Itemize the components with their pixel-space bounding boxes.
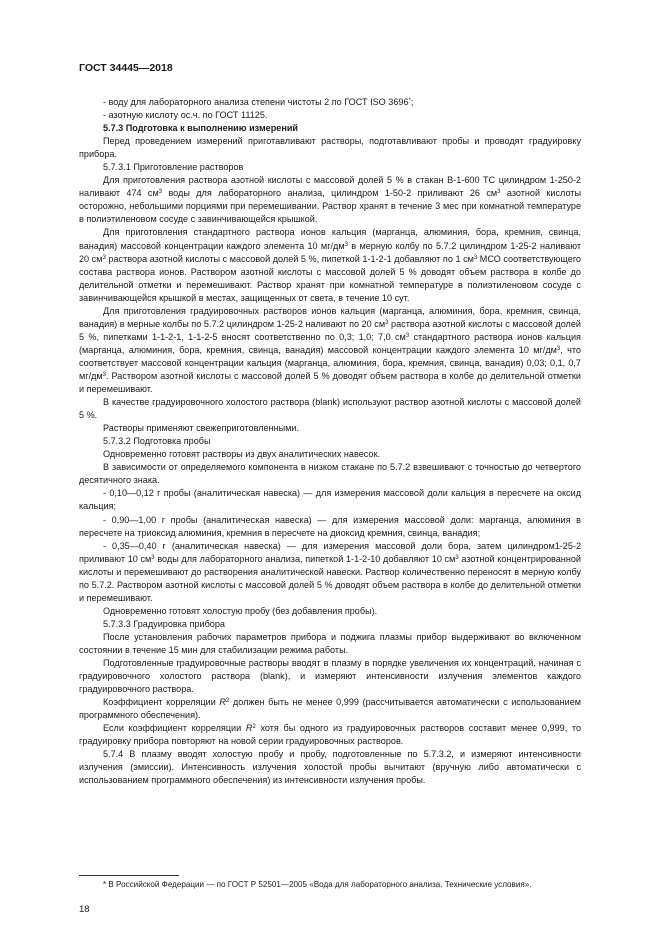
paragraph [79,135,581,161]
text-run: 5.7.3.3 Градуировка прибора [103,618,225,629]
paragraph [79,657,581,696]
text-run: раствора азотной кислоты с массовой долей 5 %, пипеткой 1-1-2-1 добавляют по 1 см [105,253,474,264]
text-run: 5.7.4 В плазму вводят холостую пробу и пробу, подготовленные по 5.7.3.2, и измеряют интенсивности излучения (эмиссии). Интенсивность излучения холостой пробы вычитают (вручную либо автоматически с использованием программного обеспечения) из интенсивности излучения пробы. [79,749,581,786]
paragraph [79,631,581,657]
paragraph [79,696,581,722]
text-run: - 0,10—0,12 г пробы (аналитическая навеска) — для измерения массовой доли кальция в пересчете на оксид кальция; [79,488,581,512]
paragraph [79,226,581,304]
paragraph [79,514,581,540]
text-run: - воду для лабораторного анализа степени чистоты 2 по ГОСТ ISO 3696 [103,97,409,107]
paragraph [79,618,581,631]
text-run: - 0,90—1,00 г пробы (аналитическая навеска) — для измерения массовой доли: марганца, алюминия в пересчете на триоксид алюминия, кремния в пересчете на диоксид кремния, свинца, ванадия; [79,514,581,538]
text-run: Одновременно готовят холостую пробу (без добавления пробы). [103,605,378,616]
text-run: хотя бы одного из градуировочных растворов составит менее 0,999, то градуировку прибора повторяют на новой серии градуировочных растворов. [79,723,581,747]
paragraph [79,305,581,396]
text-run: должен быть не менее 0,999 (рассчитывается автоматически с использованием программного обеспечения). [79,697,581,721]
text-run: . Раствором азотной кислоты с массовой долей 5 % доводят объем раствора в колбе до делительной отметки и перемешивают. [79,370,581,395]
text-run: Для приготовления раствора азотной кислоты с массовой долей 5 % в стакан В-1-600 ТС цилиндром 1-250-2 наливают 474 см [79,175,581,199]
text-run: 5.7.3 Подготовка к выполнению измерений [103,123,299,134]
text-run: Перед проведением измерений приготавливают растворы, подготавливают пробы и проводят градуировку прибора. [79,136,581,160]
page-number: 18 [79,904,90,915]
superscript: 3 [497,189,501,196]
paragraph [79,396,581,422]
text-run: Коэффициент корреляции [103,697,220,708]
paragraph [79,174,581,226]
footnote: * В Российской Федерации — по ГОСТ Р 52501—2005 «Вода для лабораторного анализа. Технические условия». [103,880,532,889]
text-run: МСО соответствующего состава раствора ионов. Раствором азотной кислоты с массовой долей 5 % доводят объем раствора в колбе до делительной отметки и перемешивают. Раствор хранят при комнатной температуре в полиэтиленовом сосуде с завинчивающейся крышкой в местах, защищенных от света, в течение 10 сут. [79,253,581,303]
superscript: 3 [102,254,106,261]
paragraph [79,422,581,435]
text-run: После установления рабочих параметров прибора и поджига плазмы прибор выдерживают во включенном состоянии в течение 15 мин для стабилизации режима работы. [79,631,581,655]
text-run: - 0,35—0,40 г (аналитическая навеска) — для измерения массовой доли бора, затем цилиндром1-25-2 приливают 10 см [79,540,581,564]
paragraph [79,109,581,122]
paragraph [79,161,581,174]
text-run: стандартного раствора ионов кальция (марганца, алюминия, бора, кремния, свинца, ванадия) массовой концентрации каждого элемента 10 мг/дм [79,331,581,355]
text-run: воды для лабораторного анализа, пипеткой 1-1-2-10 добавляют 10 см [154,553,456,564]
text-run: 5.7.3.2 Подготовка пробы [103,436,211,447]
text-run: ; [410,97,414,107]
paragraph [79,487,581,513]
paragraph [79,540,581,605]
text-run: азотной концентрированной кислоты и перемешивают до растворения аналитической навески. Раствор количественно переносят в мерную колбу по 5.7.2. Раствором азотной кислоты с массовой долей 5 % доводят объем раствора в колбе до делительной отметки и перемешивают. [79,553,581,603]
italic-symbol: R [245,723,253,734]
superscript: 3 [473,254,478,261]
text-run: Растворы применяют свежеприготовленными. [103,423,300,434]
superscript: 3 [151,554,155,561]
text-run: В зависимости от определяемого компонента в низком стакане по 5.7.2 взвешивают с точностью до четвертого десятичного знака. [79,462,581,486]
text-run: В качестве градуировочного холостого раствора (blank) используют раствор азотной кислоты с массовой долей 5 %. [79,397,581,421]
text-run: 5.7.3.1 Приготовление растворов [103,162,244,173]
paragraph [79,605,581,618]
paragraph [79,435,581,448]
footnote-divider [79,875,179,876]
text-run: - азотную кислоту ос.ч. по ГОСТ 11125. [103,110,268,121]
text-run: Для приготовления стандартного раствора ионов кальция (марганца, алюминия, бора, кремния, свинца, ванадия) массовой концентрации каждого элемента 10 мг/дм [79,227,581,251]
paragraph [79,748,581,787]
text-run: Подготовленные градуировочные растворы вводят в плазму в порядке увеличения их концентраций, начиная с градуировочного холостого раствора (blank), и измеряют интенсивности излучения элементов каждого градуировочного раствора. [79,658,581,695]
paragraph [79,96,581,109]
page-header: ГОСТ 34445—2018 [79,62,173,74]
superscript: * [408,98,411,104]
text-run: , что соответствует массовой концентрации кальция (марганца, алюминия, бора, кремния, свинца, ванадия) 0,03; 0,1, 0,7 мг/дм [79,344,581,381]
superscript: 2 [252,724,256,731]
text-run: раствора азотной кислоты с массовой долей 5 %, пипетками 1-1-2-1, 1-1-2-5 вносят соответственно по 0,3; 1,0; 7,0 см [79,318,581,342]
paragraph [79,722,581,748]
text-run: воды для лабораторного анализа, цилиндром 1-50-2 приливают 26 см [162,188,498,199]
superscript: 3 [385,319,389,326]
text-run: Одновременно готовят растворы из двух аналитических навесок. [103,449,380,460]
superscript: 2 [225,698,230,705]
superscript: 3 [556,345,561,352]
superscript: 3 [405,332,410,339]
superscript: 3 [158,189,163,196]
paragraph [79,461,581,487]
superscript: 3 [102,371,106,378]
paragraph [79,448,581,461]
section-heading [79,122,581,135]
superscript: 3 [344,241,348,248]
text-run: Для приготовления градуировочных растворов ионов кальция (марганца, алюминия, бора, кремния, свинца, ванадия) в мерные колбы по 5.7.2 цилиндром 1-25-2 наливают по 20 см [79,305,581,329]
italic-symbol: R [219,697,226,708]
text-run: в мерную колбу по 5.7.2 цилиндром 1-25-2 наливают 20 см [79,240,581,264]
text-run: Если коэффициент корреляции [103,723,246,734]
superscript: 3 [455,554,459,561]
document-body [79,96,581,787]
text-run: азотной кислоты осторожно, небольшими порциями при перемешивании. Раствор хранят в течение 3 мес при комнатной температуре в полиэтиленовом сосуде с завинчивающейся крышкой. [79,188,582,225]
